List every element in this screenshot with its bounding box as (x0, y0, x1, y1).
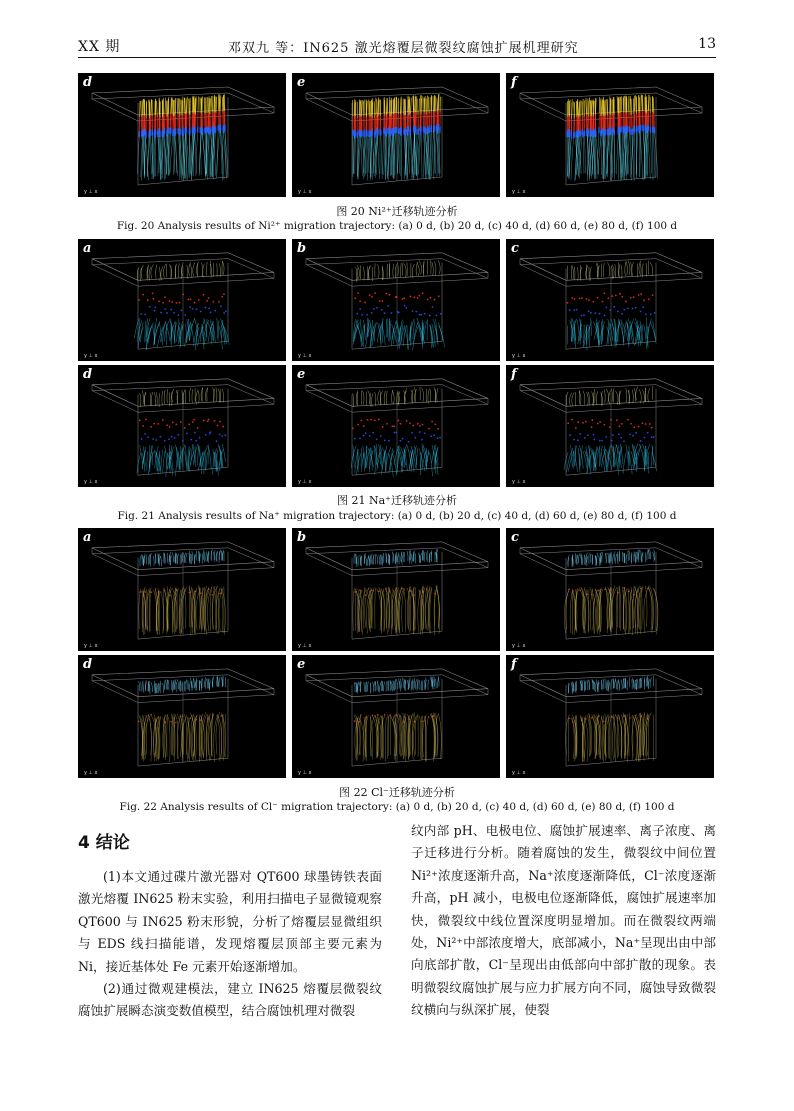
fig21-caption-zh: 图 21 Na⁺迁移轨迹分析 (337, 494, 457, 507)
running-title: 邓双九 等：IN625 激光熔覆层微裂纹腐蚀扩展机理研究 (228, 41, 579, 56)
streamline-plot (78, 73, 286, 197)
fig22-caption-en: Fig. 22 Analysis results of Cl⁻ migration trajectory: (a) 0 d, (b) 20 d, (c) 40 d, (d) 60 d, (e) 80 d, (f) 100 d (119, 801, 675, 813)
fig21-panel-f (506, 365, 714, 487)
axis-triad-icon: y ⊥ x (84, 189, 98, 195)
fig20-panel-e (292, 73, 500, 197)
conclusion-paragraph-2-continued: 纹内部 pH、电极电位、腐蚀扩展速率、离子浓度、离子迁移进行分析。随着腐蚀的发生，微裂纹中间位置 Ni²⁺浓度逐渐升高，Na⁺浓度逐渐降低，Cl⁻浓度逐渐升高，pH 减小，电极电位逐渐降低，腐蚀扩展速率加快，微裂纹中线位置深度明显增加。而在微裂纹两端处，Ni²⁺中部浓度增大，底部减小，Na⁺呈现出由中部向底部扩散，Cl⁻呈现出由低部向中部扩散的现象。表明微裂纹腐蚀扩展与应力扩展方向不同，腐蚀导致微裂纹横向与纵深扩展，使裂 (411, 823, 716, 1018)
panel-letter: b (297, 241, 307, 256)
fig22-caption-zh: 图 22 Cl⁻迁移轨迹分析 (339, 786, 455, 799)
page-number: 13 (698, 36, 716, 52)
streamline-plot (78, 239, 286, 361)
axis-triad-icon: y ⊥ x (298, 479, 312, 485)
axis-triad-icon: y ⊥ x (298, 643, 312, 649)
streamline-plot (506, 239, 714, 361)
fig22-panel-d (78, 655, 286, 778)
panel-letter: f (511, 367, 517, 382)
issue-label: XX 期 (78, 39, 121, 55)
fig20-caption-en: Fig. 20 Analysis results of Ni²⁺ migration trajectory: (a) 0 d, (b) 20 d, (c) 40 d, (d) 60 d, (e) 80 d, (f) 100 d (116, 220, 678, 232)
fig20-panel-d (78, 73, 286, 197)
axis-triad-icon: y ⊥ x (512, 770, 526, 776)
fig22-panel-a (78, 528, 286, 651)
axis-triad-icon: y ⊥ x (512, 479, 526, 485)
fig21-panel-a (78, 239, 286, 361)
streamline-plot (78, 655, 286, 778)
conclusion-paragraph-2: (2)通过微观建模法，建立 IN625 熔覆层微裂纹腐蚀扩展瞬态演变数值模型，结合腐蚀机理对微裂 (78, 981, 382, 1019)
panel-letter: a (83, 241, 92, 256)
fig20-panel-f (506, 73, 714, 197)
streamline-plot (506, 73, 714, 197)
axis-triad-icon: y ⊥ x (298, 189, 312, 195)
streamline-plot (506, 365, 714, 487)
conclusion-paragraph-1: (1)本文通过碟片激光器对 QT600 球墨铸铁表面激光熔覆 IN625 粉末实验，利用扫描电子显微镜观察 QT600 与 IN625 粉末形貌，分析了熔覆层显微组织与 EDS 线扫描能谱，发现熔覆层顶部主要元素为 Ni，接近基体处 Fe 元素开始逐渐增加。 (78, 869, 382, 974)
fig21-panel-e (292, 365, 500, 487)
panel-letter: e (297, 657, 306, 672)
panel-letter: f (511, 75, 517, 90)
panel-letter: d (83, 367, 93, 382)
panel-letter: b (297, 530, 307, 545)
panel-letter: c (511, 241, 519, 256)
fig21-panel-b (292, 239, 500, 361)
running-header (78, 34, 716, 58)
panel-letter: f (511, 657, 517, 672)
header-rule (78, 57, 716, 58)
section-title: 4 结论 (78, 833, 130, 853)
panel-letter: e (297, 75, 306, 90)
fig22-panel-e (292, 655, 500, 778)
streamline-plot (292, 655, 500, 778)
panel-letter: d (83, 75, 93, 90)
streamline-plot (506, 528, 714, 651)
axis-triad-icon: y ⊥ x (512, 353, 526, 359)
fig21-caption-en: Fig. 21 Analysis results of Na⁺ migration trajectory: (a) 0 d, (b) 20 d, (c) 40 d, (d) 60 d, (e) 80 d, (f) 100 d (117, 510, 677, 522)
fig20-caption-zh: 图 20 Ni²⁺迁移轨迹分析 (336, 205, 458, 218)
streamline-plot (292, 239, 500, 361)
axis-triad-icon: y ⊥ x (512, 189, 526, 195)
right-column (411, 820, 716, 1022)
fig22-panel-c (506, 528, 714, 651)
axis-triad-icon: y ⊥ x (512, 643, 526, 649)
panel-letter: c (511, 530, 519, 545)
streamline-plot (292, 365, 500, 487)
streamline-plot (292, 528, 500, 651)
left-column (78, 866, 382, 1023)
axis-triad-icon: y ⊥ x (298, 353, 312, 359)
axis-triad-icon: y ⊥ x (84, 643, 98, 649)
streamline-plot (506, 655, 714, 778)
axis-triad-icon: y ⊥ x (298, 770, 312, 776)
panel-letter: a (83, 530, 92, 545)
fig21-panel-c (506, 239, 714, 361)
panel-letter: d (83, 657, 93, 672)
axis-triad-icon: y ⊥ x (84, 353, 98, 359)
fig22-panel-f (506, 655, 714, 778)
streamline-plot (78, 365, 286, 487)
fig22-panel-b (292, 528, 500, 651)
axis-triad-icon: y ⊥ x (84, 770, 98, 776)
streamline-plot (292, 73, 500, 197)
fig21-panel-d (78, 365, 286, 487)
streamline-plot (78, 528, 286, 651)
panel-letter: e (297, 367, 306, 382)
axis-triad-icon: y ⊥ x (84, 479, 98, 485)
